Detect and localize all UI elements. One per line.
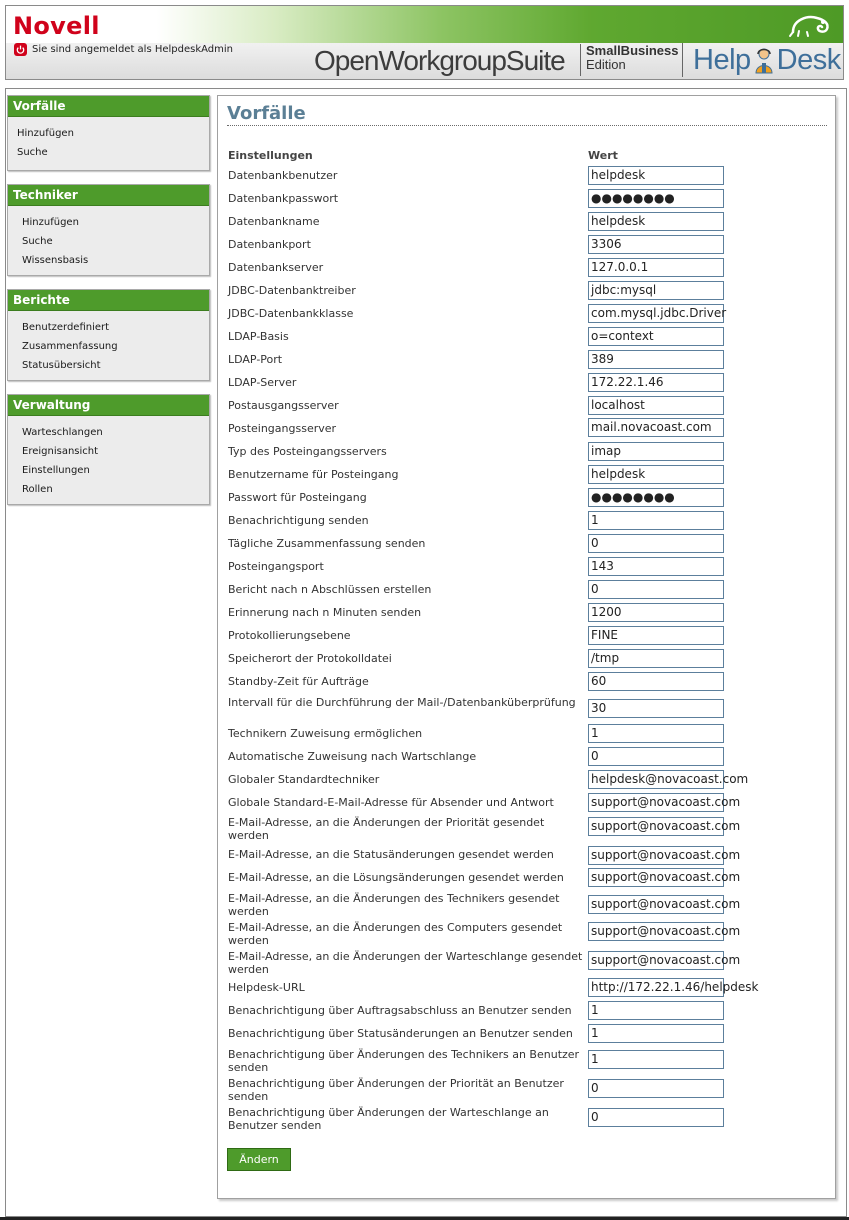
helpdesk-logo-left: Help (693, 43, 751, 76)
setting-label: Datenbankserver (228, 261, 324, 274)
setting-label: Benachrichtigung über Auftragsabschluss an Benutzer senden (228, 1004, 572, 1017)
setting-value-field[interactable]: helpdesk@novacoast.com (588, 770, 724, 789)
setting-label: Benachrichtigung über Statusänderungen an Benutzer senden (228, 1027, 573, 1040)
setting-label: LDAP-Basis (228, 330, 289, 343)
suite-title: OpenWorkgroupSuite (314, 45, 565, 76)
setting-label: Globale Standard-E-Mail-Adresse für Absender und Antwort (228, 796, 554, 809)
title-divider (227, 125, 827, 126)
sidebar-item-settings[interactable]: Einstellungen (22, 465, 90, 476)
setting-value-field[interactable]: helpdesk (588, 465, 724, 484)
setting-value-field[interactable]: 0 (588, 1079, 724, 1098)
setting-value-field[interactable]: 172.22.1.46 (588, 373, 724, 392)
setting-value-field[interactable]: 30 (588, 699, 724, 718)
sidebar-item-knowledge-base[interactable]: Wissensbasis (22, 255, 89, 266)
setting-value-field[interactable]: imap (588, 442, 724, 461)
setting-value-field[interactable]: http://172.22.1.46/helpdesk (588, 978, 724, 997)
setting-value-field[interactable]: 3306 (588, 235, 724, 254)
header-gradient-band (6, 6, 843, 43)
setting-value-field[interactable]: support@novacoast.com (588, 868, 724, 887)
setting-label: LDAP-Port (228, 353, 283, 366)
edition-line1: SmallBusiness (586, 43, 679, 58)
setting-value-field[interactable]: com.mysql.jdbc.Driver (588, 304, 724, 323)
setting-value-field[interactable]: 143 (588, 557, 724, 576)
setting-label: Benachrichtigung senden (228, 514, 369, 527)
setting-label: Automatische Zuweisung nach Wartschlange (228, 750, 477, 763)
setting-value-field[interactable]: /tmp (588, 649, 724, 668)
sidebar-item-summary[interactable]: Zusammenfassung (22, 341, 118, 352)
setting-value-field[interactable]: ●●●●●●●● (588, 189, 724, 208)
setting-value-field[interactable]: 1 (588, 1024, 724, 1043)
sidebar-section-reports (7, 289, 210, 381)
login-status (14, 42, 233, 56)
setting-label: Bericht nach n Abschlüssen erstellen (228, 583, 432, 596)
support-person-icon (753, 46, 775, 74)
setting-label: LDAP-Server (228, 376, 297, 389)
setting-label: E-Mail-Adresse, an die Änderungen des Technikers gesendet werden (228, 892, 560, 918)
setting-value-field[interactable]: helpdesk (588, 166, 724, 185)
setting-label: E-Mail-Adresse, an die Änderungen der Warteschlange gesendet werden (228, 950, 583, 976)
setting-label: Benachrichtigung über Änderungen des Technikers an Benutzer senden (228, 1048, 580, 1074)
sidebar-section-technicians (7, 184, 210, 276)
setting-label: E-Mail-Adresse, an die Änderungen der Priorität gesendet werden (228, 816, 545, 842)
logout-icon[interactable] (14, 43, 27, 56)
setting-value-field[interactable]: support@novacoast.com (588, 922, 724, 941)
setting-value-field[interactable]: 1 (588, 511, 724, 530)
sidebar-item-incident-add[interactable]: Hinzufügen (17, 128, 74, 139)
edition-label (580, 44, 680, 76)
setting-value-field[interactable]: support@novacoast.com (588, 895, 724, 914)
sidebar-item-incident-search[interactable]: Suche (17, 147, 48, 158)
setting-label: JDBC-Datenbanktreiber (228, 284, 356, 297)
gecko-icon (787, 12, 833, 38)
sidebar-section-incidents (7, 95, 210, 171)
column-header-settings: Einstellungen (228, 149, 313, 162)
setting-value-field[interactable]: jdbc:mysql (588, 281, 724, 300)
setting-value-field[interactable]: 1 (588, 1050, 724, 1069)
sidebar-item-roles[interactable]: Rollen (22, 484, 53, 495)
setting-value-field[interactable]: support@novacoast.com (588, 951, 724, 970)
sidebar-section-administration (7, 394, 210, 505)
app-header (5, 5, 844, 80)
login-text: Sie sind angemeldet als HelpdeskAdmin (32, 43, 234, 55)
novell-logo: Novell (13, 12, 100, 40)
setting-label: Globaler Standardtechniker (228, 773, 380, 786)
setting-value-field[interactable]: support@novacoast.com (588, 817, 724, 836)
setting-label: Benachrichtigung über Änderungen der Priorität an Benutzer senden (228, 1077, 564, 1103)
setting-value-field[interactable]: 60 (588, 672, 724, 691)
setting-value-field[interactable]: support@novacoast.com (588, 793, 724, 812)
setting-value-field[interactable]: 0 (588, 1108, 724, 1127)
setting-label: Benachrichtigung über Änderungen der Warteschlange an Benutzer senden (228, 1106, 549, 1132)
setting-value-field[interactable]: 0 (588, 534, 724, 553)
setting-label: Datenbankname (228, 215, 320, 228)
sidebar-item-technician-search[interactable]: Suche (22, 236, 53, 247)
setting-value-field[interactable]: 389 (588, 350, 724, 369)
sidebar-item-queues[interactable]: Warteschlangen (22, 427, 103, 438)
setting-label: Datenbankpasswort (228, 192, 339, 205)
sidebar-item-technician-add[interactable]: Hinzufügen (22, 217, 79, 228)
helpdesk-logo (682, 43, 841, 77)
setting-label: Technikern Zuweisung ermöglichen (228, 727, 423, 740)
setting-label: Benutzername für Posteingang (228, 468, 399, 481)
setting-label: Erinnerung nach n Minuten senden (228, 606, 422, 619)
settings-panel (217, 95, 836, 1199)
setting-value-field[interactable]: localhost (588, 396, 724, 415)
setting-value-field[interactable]: support@novacoast.com (588, 846, 724, 865)
setting-value-field[interactable]: o=context (588, 327, 724, 346)
submit-button[interactable]: Ändern (227, 1148, 291, 1171)
setting-label: Standby-Zeit für Aufträge (228, 675, 369, 688)
setting-value-field[interactable]: 127.0.0.1 (588, 258, 724, 277)
setting-label: Tägliche Zusammenfassung senden (228, 537, 426, 550)
setting-label: Protokollierungsebene (228, 629, 351, 642)
setting-value-field[interactable]: helpdesk (588, 212, 724, 231)
sidebar-heading: Vorfälle (8, 96, 209, 117)
setting-value-field[interactable]: ●●●●●●●● (588, 488, 724, 507)
setting-value-field[interactable]: 1 (588, 724, 724, 743)
sidebar-heading: Techniker (8, 185, 209, 206)
column-header-value: Wert (588, 149, 618, 162)
setting-label: Typ des Posteingangsservers (228, 445, 387, 458)
setting-value-field[interactable]: mail.novacoast.com (588, 418, 724, 437)
setting-value-field[interactable]: 0 (588, 580, 724, 599)
setting-value-field[interactable]: 1200 (588, 603, 724, 622)
helpdesk-logo-right: Desk (776, 43, 841, 76)
sidebar-heading: Verwaltung (8, 395, 209, 416)
sidebar-item-custom-report[interactable]: Benutzerdefiniert (22, 322, 110, 333)
sidebar-heading: Berichte (8, 290, 209, 311)
setting-label: E-Mail-Adresse, an die Lösungsänderungen gesendet werden (228, 871, 564, 884)
sidebar-item-status-overview[interactable]: Statusübersicht (22, 360, 101, 371)
setting-label: Posteingangsport (228, 560, 324, 573)
setting-value-field[interactable]: 0 (588, 747, 724, 766)
setting-label: Datenbankport (228, 238, 311, 251)
setting-label: Speicherort der Protokolldatei (228, 652, 392, 665)
edition-line2: Edition (586, 57, 626, 72)
setting-label: Posteingangsserver (228, 422, 337, 435)
setting-value-field[interactable]: FINE (588, 626, 724, 645)
setting-label: E-Mail-Adresse, an die Statusänderungen gesendet werden (228, 848, 554, 861)
setting-label: E-Mail-Adresse, an die Änderungen des Computers gesendet werden (228, 921, 563, 947)
sidebar-item-event-view[interactable]: Ereignisansicht (22, 446, 99, 457)
setting-value-field[interactable]: 1 (588, 1001, 724, 1020)
setting-label: Helpdesk-URL (228, 981, 305, 994)
setting-label: JDBC-Datenbankklasse (228, 307, 354, 320)
setting-label: Passwort für Posteingang (228, 491, 367, 504)
setting-label: Intervall für die Durchführung der Mail-/Datenbanküberprüfung (228, 696, 576, 709)
setting-label: Datenbankbenutzer (228, 169, 338, 182)
setting-label: Postausgangsserver (228, 399, 339, 412)
page-title: Vorfälle (227, 103, 306, 124)
